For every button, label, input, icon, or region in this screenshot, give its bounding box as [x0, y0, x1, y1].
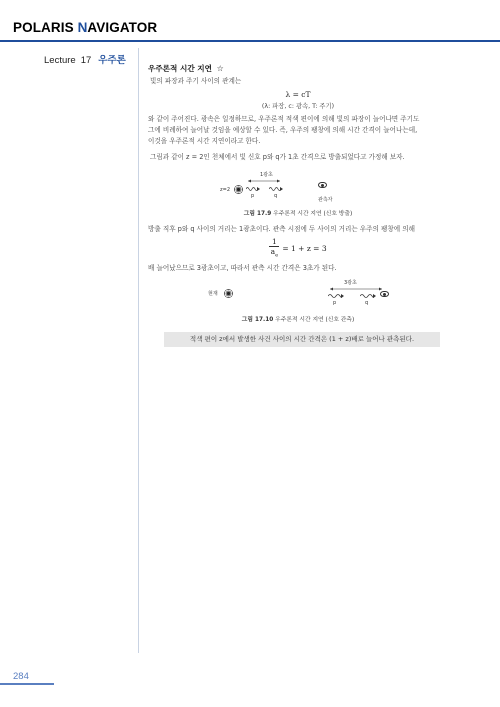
denominator-subscript: e — [275, 252, 279, 259]
section-title-text: 우주론적 시간 지연 — [148, 64, 212, 73]
footer-rule — [0, 683, 54, 685]
header-title-part: AVIGATOR — [87, 20, 158, 35]
column-divider — [138, 48, 139, 653]
figure-caption — [148, 315, 448, 326]
signal-p-label: p — [333, 300, 337, 307]
interval-arrow — [246, 178, 282, 184]
fraction-rest: = 1 + z = 3 — [282, 244, 327, 254]
summary-note: 적색 편이 z에서 발생한 사건 사이의 시간 간격은 (1 + z)배로 늘어나 관측된다. — [164, 332, 440, 347]
figure-caption — [148, 209, 448, 220]
formula-wavelength: λ = cT — [285, 90, 311, 99]
header-title — [13, 20, 157, 35]
paragraph-line: 그에 비례하여 늘어날 것임을 예상할 수 있다. 즉, 우주의 팽창에 의해 시간 간격이 늘어나는데, — [148, 126, 418, 134]
galaxy-icon — [224, 289, 233, 298]
lecture-label — [44, 52, 126, 66]
observer-eye-icon — [318, 182, 327, 188]
paragraph-line: 배 늘어났으므로 3광초이고, 따라서 관측 시간 간격은 3초가 된다. — [148, 264, 337, 273]
header-rule — [0, 40, 500, 42]
header-title-accent: N — [77, 20, 88, 35]
fraction-denominator — [271, 247, 278, 261]
star-icon: ☆ — [216, 64, 224, 73]
interval-label: 3광초 — [344, 280, 357, 287]
figure-signal-observation — [148, 279, 448, 313]
signal-q-label: q — [274, 193, 278, 199]
paragraph-line: 이것을 우주론적 시간 지연이라고 한다. — [148, 137, 261, 145]
paragraph-line: 방출 직후 p와 q 사이의 거리는 1광초이다. 관측 시점에 두 사이의 거리는 우주의 팽창에 의해 — [148, 225, 415, 233]
figure-caption-text: 우주론적 시간 지연 (신호 방출) — [271, 211, 353, 217]
section-title — [148, 63, 448, 74]
header-title-part: POLARIS — [13, 20, 78, 35]
figure-number: 그림 17.10 — [241, 317, 274, 324]
figure-caption-text: 우주론적 시간 지연 (신호 관측) — [273, 317, 355, 324]
paragraph-line: 와 같이 주어진다. 광속은 일정하므로, 우주론적 적색 편이에 의해 빛의 파장이 늘어나면 주기도 — [148, 115, 420, 123]
interval-arrow — [328, 286, 384, 292]
redshift-label: z=2 — [220, 187, 230, 193]
fraction-numerator: 1 — [271, 237, 277, 246]
figure-signal-emission — [148, 167, 448, 207]
page-number: 284 — [13, 671, 29, 682]
signal-q-label: q — [365, 300, 369, 307]
denominator-symbol: a — [270, 246, 276, 256]
intro-line: 빛의 파장과 주기 사이의 관계는 — [150, 77, 242, 85]
signal-wave-q — [360, 293, 376, 299]
observer-eye-icon — [380, 291, 389, 297]
formula-legend: (λ: 파장, c: 광속, T: 주기) — [261, 103, 335, 110]
formula-expansion — [148, 237, 448, 260]
observer-label: 관측자 — [318, 197, 333, 203]
fraction — [269, 237, 279, 260]
chapter-name: 우주론 — [98, 55, 126, 66]
current-label: 현재 — [208, 291, 218, 298]
main-content — [148, 63, 448, 347]
paragraph-line: 그림과 같이 z = 2인 천체에서 빛 신호 p와 q가 1초 간격으로 방출되었다고 가정해 보자. — [150, 153, 405, 161]
signal-wave-p — [328, 293, 344, 299]
galaxy-icon — [234, 185, 243, 194]
signal-wave-p — [246, 186, 260, 192]
lecture-text: Lecture — [44, 55, 76, 66]
interval-label: 1광초 — [260, 172, 273, 178]
signal-wave-q — [269, 186, 283, 192]
figure-number: 그림 17.9 — [243, 211, 272, 217]
signal-p-label: p — [251, 193, 255, 199]
lecture-number: 17 — [80, 55, 92, 66]
